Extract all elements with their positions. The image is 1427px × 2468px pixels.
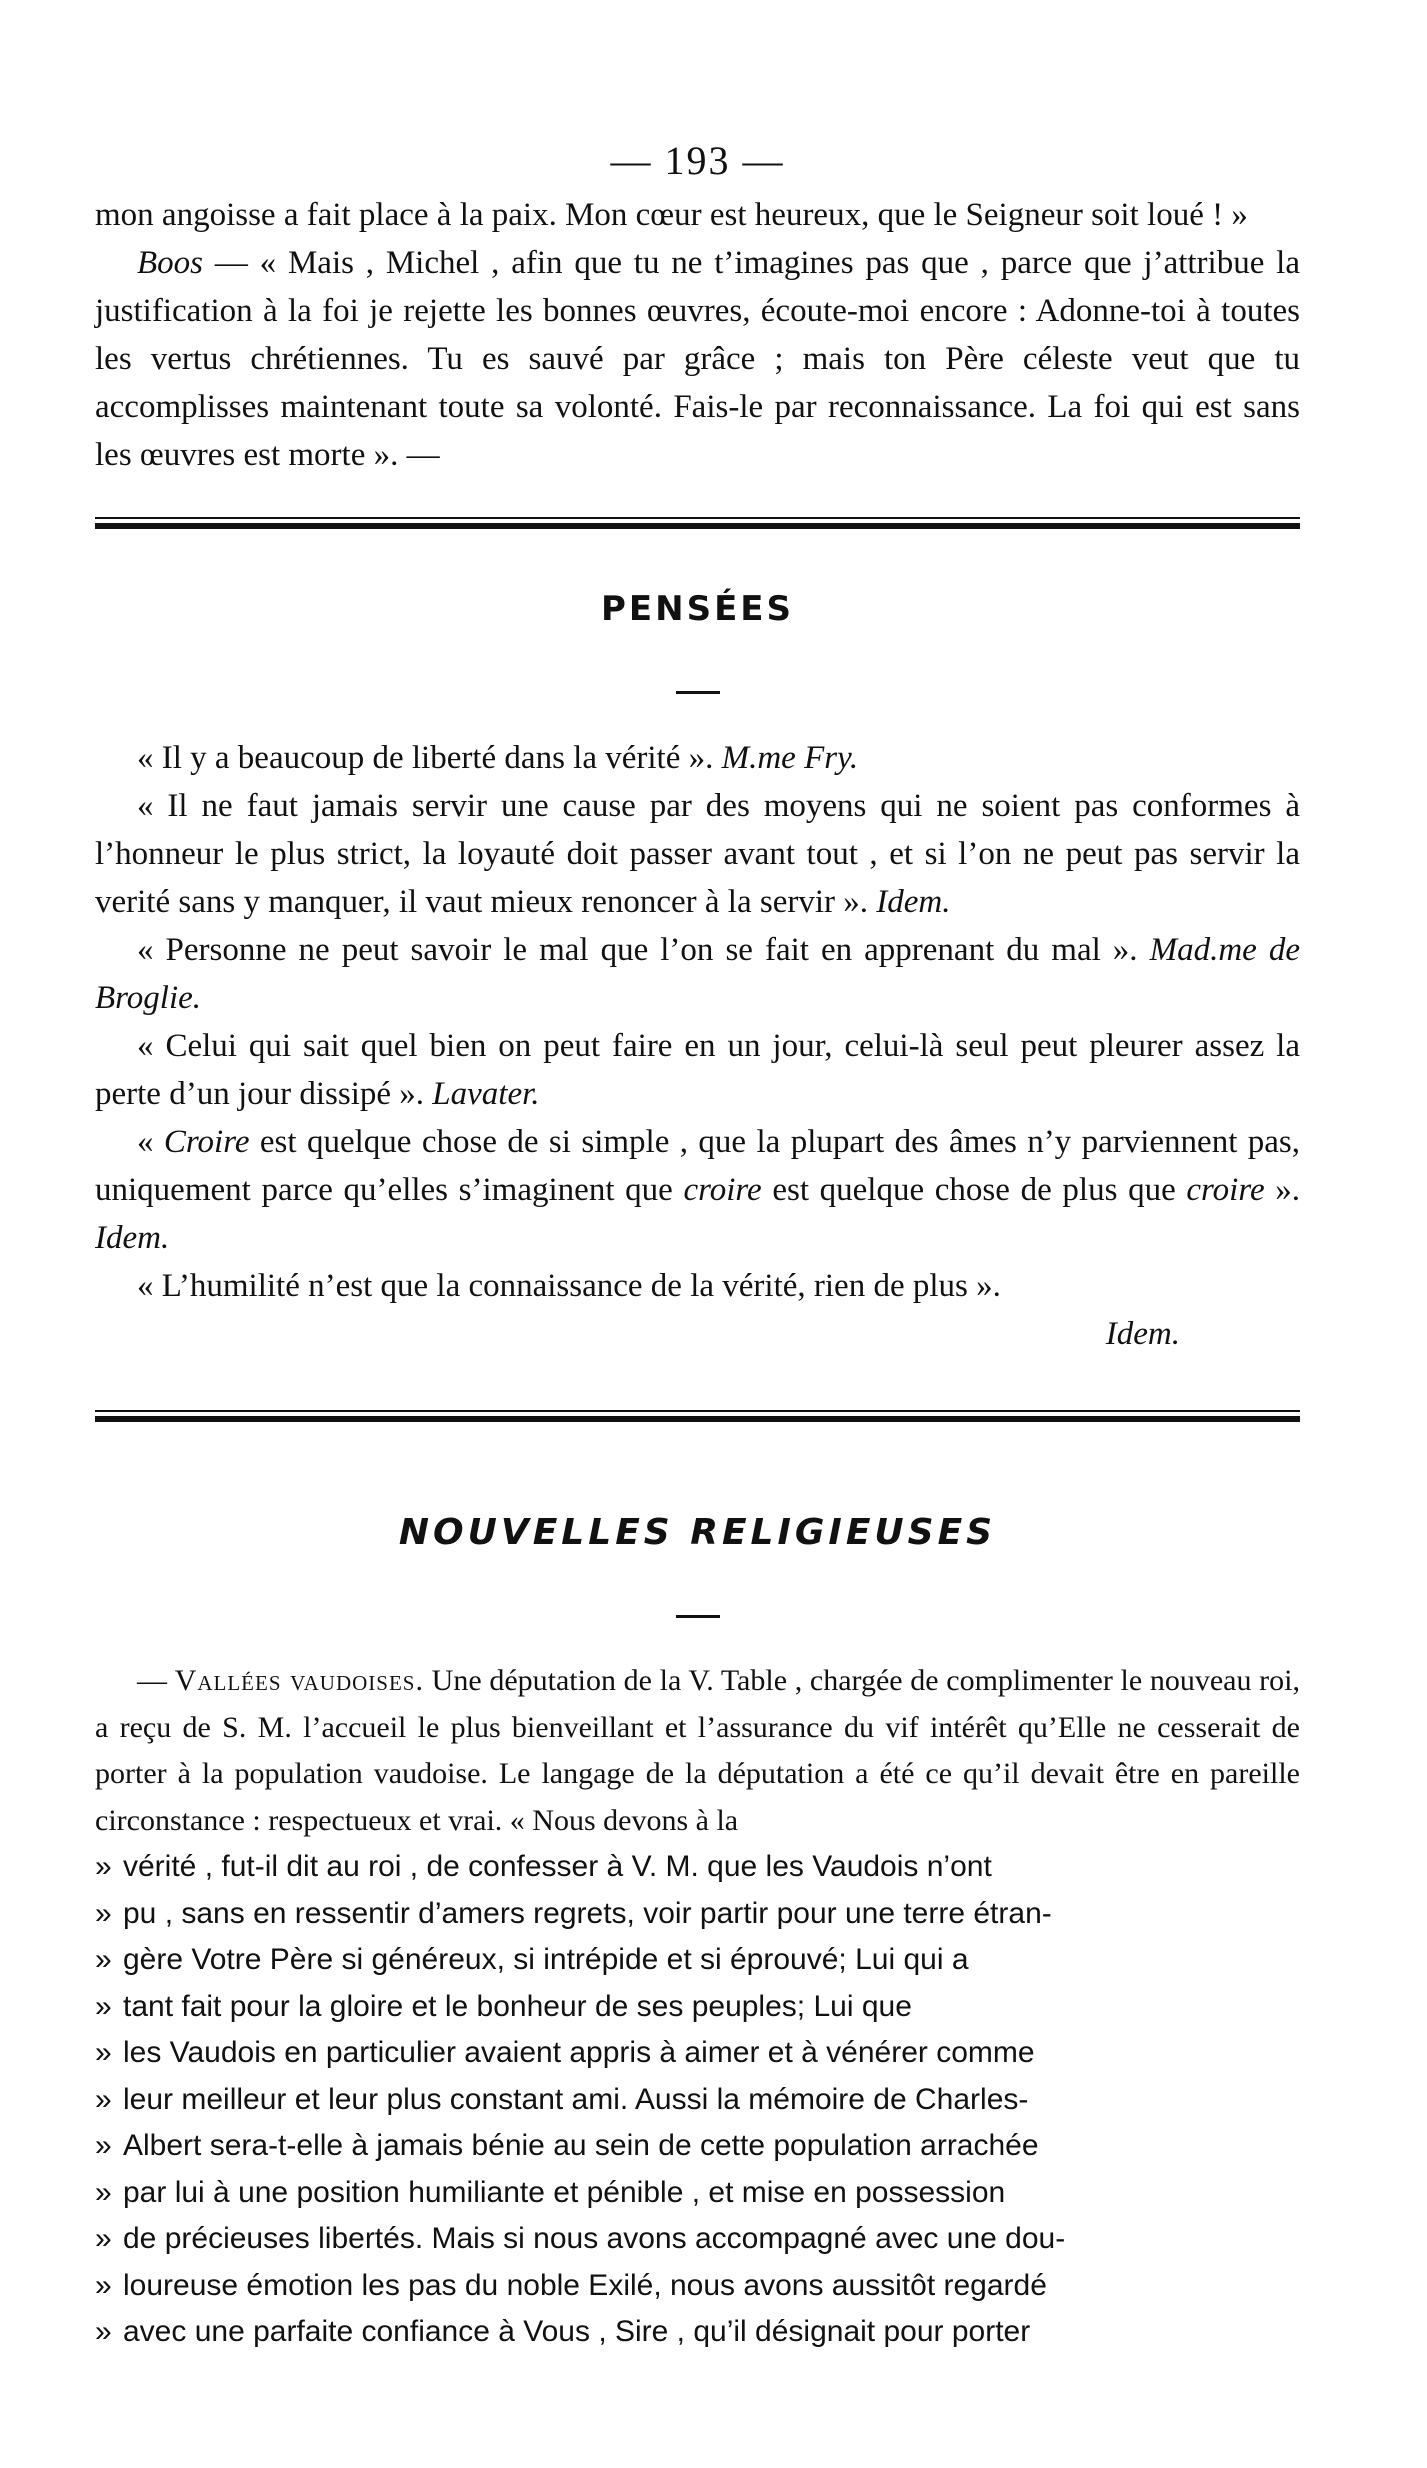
quote-author: Idem. [95,1220,170,1256]
quoted-line: » loureuse émotion les pas du noble Exilé, nous avons aussitôt regardé [95,2268,1047,2302]
quote-author: M.me Fry. [721,740,859,776]
section-divider [95,1410,1300,1422]
speaker-name: Boos [137,245,203,281]
title-dash [676,691,720,694]
quoted-line: » de précieuses libertés. Mais si nous avons accompagné avec une dou- [95,2222,1066,2255]
quote-item: « Celui qui sait quel bien on peut faire en un jour, celui-là seul peut pleurer assez la perte d’un jour dissipé ». Lavater. [95,1028,1300,1112]
quote-item: « Il y a beaucoup de liberté dans la vérité ». M.me Fry. [137,740,859,776]
quoted-line: » les Vaudois en particulier avaient appris à aimer et à vénérer comme [95,2036,1035,2069]
quote-item: « Personne ne peut savoir le mal que l’on se fait en apprenant du mal ». Mad.me de Broglie. [95,932,1300,1016]
section-divider [95,517,1300,529]
quotes-list [95,734,1300,1358]
quoted-line: » par lui à une position humiliante et pénible , et mise en possession [95,2175,1006,2209]
quoted-line: » gère Votre Père si généreux, si intrépide et si éprouvé; Lui qui a [95,1943,969,1976]
quoted-line: » tant fait pour la gloire et le bonheur de ses peuples; Lui que [95,1989,912,2023]
quoted-line: » vérité , fut-il dit au roi , de confesser à V. M. que les Vaudois n’ont [95,1850,992,1883]
quote-author: Lavater. [432,1076,540,1112]
quote-item: « Il ne faut jamais servir une cause par des moyens qui ne soient pas conformes à l’honneur le plus strict, la loyauté doit passer avant tout , et si l’on ne peut pas servir la verité sans y manquer, il vaut mieux renoncer à la servir ». Idem. [95,788,1300,920]
news-article [95,1658,1300,2356]
intro-line1: mon angoisse a fait place à la paix. Mon cœur est heureux, que le Seigneur soit loué ! » [95,197,1248,233]
quote-author: Idem. [1105,1316,1180,1352]
news-lead: — Vallées vaudoises. Une députation de la V. Table , chargée de complimenter le nouveau roi, a reçu de S. M. l’accueil le plus bienveillant et l’assurance du vif intérêt qu’Elle ne cesserait de porter à la population vaudoise. Le langage de la députation a été ce qu’il devait être en pareille circonstance : respectueux et vrai. « Nous devons à la [95,1664,1300,1837]
title-dash [676,1615,720,1618]
quoted-line: » pu , sans en ressentir d’amers regrets, voir partir pour une terre étran- [95,1896,1052,1930]
intro-body: — « Mais , Michel , afin que tu ne t’imagines pas que , parce que j’attribue la justification à la foi je rejette les bonnes œuvres, écoute-moi encore : Adonne-toi à toutes les vertus chrétiennes. Tu es sauvé par grâce ; mais ton Père céleste veut que tu accomplisses maintenant toute sa volonté. Fais-le par reconnaissance. La foi qui est sans les œuvres est morte ». — [95,245,1300,473]
quote-item: « Croire est quelque chose de si simple , que la plupart des âmes n’y parviennent pas, uniquement parce qu’elles s’imaginent que croire est quelque chose de plus que croire ». Idem. [95,1124,1301,1256]
page-number: — 193 — [610,138,785,183]
quoted-line: » Albert sera-t-elle à jamais bénie au sein de cette population arrachée [95,2129,1039,2162]
news-heading: Vallées vaudoises. [174,1664,424,1697]
quoted-line: » avec une parfaite confiance à Vous , Sire , qu’il désignait pour porter [95,2315,1031,2348]
quote-author: Idem. [876,884,951,920]
page [95,135,1300,2356]
quoted-line: » leur meilleur et leur plus constant ami. Aussi la mémoire de Charles- [95,2082,1029,2116]
section-title-nouvelles: NOUVELLES RELIGIEUSES [398,1512,997,1553]
intro-paragraph [95,239,1300,479]
quote-author: Mad.me de Broglie. [95,932,1300,1016]
quote-item: « L’humilité n’est que la connaissance de la vérité, rien de plus ». [137,1268,1001,1304]
section-title-pensees: PENSÉES [600,589,795,629]
